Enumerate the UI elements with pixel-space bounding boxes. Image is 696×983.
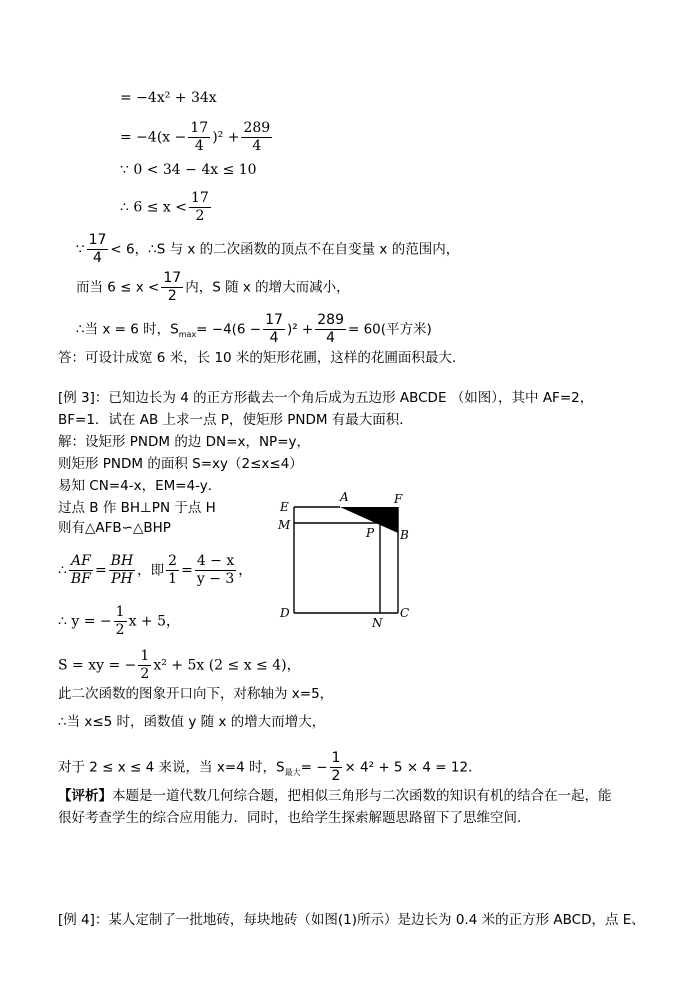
ex3-solution-6: 此二次函数的图象开口向下，对称轴为 x=5， xyxy=(58,686,334,702)
ex3-review-2: 很好考查学生的综合应用能力．同时，也给学生探索解题思路留下了思维空间． xyxy=(58,810,531,826)
work-line-2: = −4(x − $\frac{17}{4}$ )² + $\frac{289}{4}$ xyxy=(120,120,271,154)
label-D: D xyxy=(280,606,290,620)
label-N: N xyxy=(372,616,383,630)
reason-line-1: ∵ $\frac{17}{4}$ < 6，∴S 与 x 的二次函数的顶点不在自变量 x 的范围内， xyxy=(76,232,460,266)
label-M: M xyxy=(278,518,291,532)
ex3-solution-1: 解：设矩形 PNDM 的边 DN=x，NP=y， xyxy=(58,434,310,450)
review-tag: 【评析】 xyxy=(58,788,112,804)
label-C: C xyxy=(400,606,410,620)
ex3-problem-1: [例 3]：已知边长为 4 的正方形截去一个角后成为五边形 ABCDE （如图），其中 AF=2， xyxy=(58,390,594,406)
ex3-solution-5: 则有△AFB∽△BHP xyxy=(58,520,171,536)
ex3-solution-2: 则矩形 PNDM 的面积 S=xy（2≤x≤4） xyxy=(58,456,303,472)
ex3-formula-1: ∴ $\frac{AF}{BF}$ = $\frac{BH}{PH}$ ，即 $\frac{2}{1}$ = $\frac{4 - x}{y - 3}$ ， xyxy=(58,553,253,587)
label-F: F xyxy=(394,492,403,506)
work-line-3: ∵ 0 < 34 − 4x ≤ 10 xyxy=(120,162,257,178)
work-line-4: ∴ 6 ≤ x < $\frac{17}{2}$ xyxy=(120,190,209,224)
geometry-figure xyxy=(270,485,420,630)
answer-text: 答：可设计成宽 6 米，长 10 米的矩形花圃，这样的花圃面积最大． xyxy=(58,350,466,366)
ex3-problem-2: BF=1．试在 AB 上求一点 P，使矩形 PNDM 有最大面积． xyxy=(58,412,413,428)
reason-line-2: 而当 6 ≤ x < $\frac{17}{2}$ 内，S 随 x 的增大而减小， xyxy=(76,270,350,304)
ex3-solution-4: 过点 B 作 BH⊥PN 于点 H xyxy=(58,500,216,516)
ex3-formula-4: 对于 2 ≤ x ≤ 4 来说，当 x=4 时，$S_{最大}=$ − $\frac{1}{2}$ × 4² + 5 × 4 = 12． xyxy=(58,750,482,784)
label-B: B xyxy=(400,528,409,542)
reason-line-3: ∴当 x = 6 时，$S_{max}= -4(6$ − $\frac{17}{4}$ )² + $\frac{289}{4}$ = 60(平方米) xyxy=(76,312,432,346)
label-A: A xyxy=(340,490,349,504)
ex4-problem-1: [例 4]：某人定制了一批地砖，每块地砖（如图(1)所示）是边长为 0.4 米的正方形 ABCD，点 E、 xyxy=(58,912,645,928)
label-P: P xyxy=(366,526,375,540)
ex3-formula-3: S = xy = − $\frac{1}{2}$ x² + 5x (2 ≤ x ≤ 4)， xyxy=(58,648,301,682)
ex3-solution-7: ∴当 x≤5 时，函数值 y 随 x 的增大而增大， xyxy=(58,714,326,730)
ex3-review-1: 【评析】本题是一道代数几何综合题，把相似三角形与二次函数的知识有机的结合在一起，能 xyxy=(58,788,612,804)
work-line-1: = −4x² + 34x xyxy=(120,90,217,106)
ex3-formula-2: ∴ y = − $\frac{1}{2}$ x + 5， xyxy=(58,604,180,638)
ex3-solution-3: 易知 CN=4-x，EM=4-y． xyxy=(58,478,222,494)
label-E: E xyxy=(280,500,289,514)
